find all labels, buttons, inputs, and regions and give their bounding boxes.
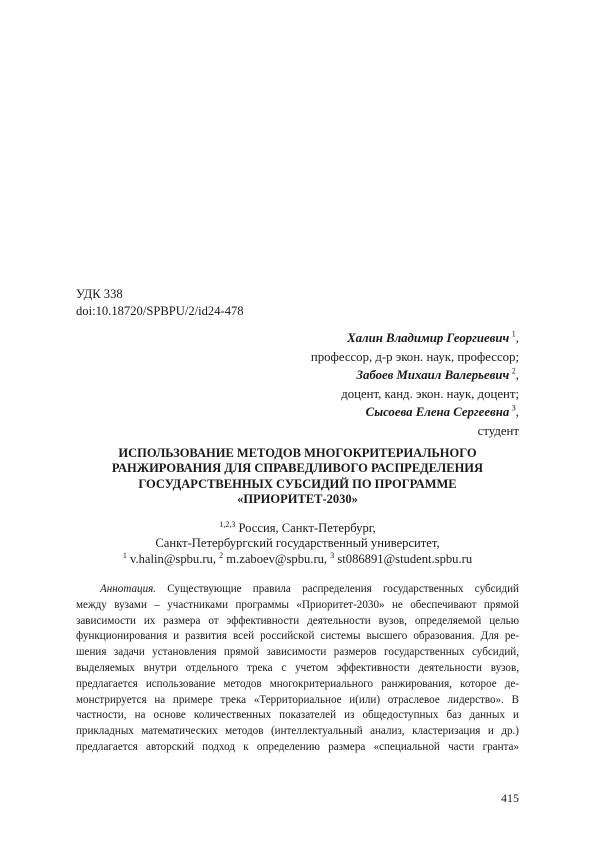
abstract-line: между вузами – участниками программы «Приоритет-2030» не обеспечивают прямой [76,598,519,611]
abstract-line: шения задачи установления прямой зависимости размеров государственных субсидий, [76,646,519,659]
udc-code: УДК 338 [76,287,123,301]
authors-block [311,329,519,441]
article-title [76,446,519,507]
affiliation-location: Россия, Санкт-Петербург, [235,521,376,535]
author-position: доцент, канд. экон. наук, доцент; [341,386,519,401]
abstract-line: предлагается использование методов многокритериального ранжирования, которое де- [76,677,519,690]
title-line: ИСПОЛЬЗОВАНИЕ МЕТОДОВ МНОГОКРИТЕРИАЛЬНОГО [118,446,477,460]
affiliation-location-line [76,521,519,536]
doi-link: doi:10.18720/SPBPU/2/id24-478 [76,303,244,318]
abstract-line: прикладных математических методов (интеллектуальный анализ, кластеризация и др.) [76,725,519,738]
author-suffix: , [515,405,519,420]
author-superscript: 1 [511,329,516,339]
abstract-line [76,582,519,598]
title-line: «ПРИОРИТЕТ-2030» [237,491,358,506]
author-name: Сысоева Елена Сергеевна [365,405,510,420]
abstract-line: функционирования и развития всей российской системы высшего образования. Для ре- [76,630,519,643]
abstract-line: частности, на основе количественных показателей из общедоступных баз данных и [76,709,519,722]
author-suffix: , [515,331,519,345]
author-line [311,366,519,385]
affiliation-superscript: 1,2,3 [219,519,236,529]
abstract-line: предлагается авторский подход к определению размера «специальной части гранта» [76,740,519,753]
title-line: РАНЖИРОВАНИЯ ДЛЯ СПРАВЕДЛИВОГО РАСПРЕДЕЛЕНИЯ [111,461,484,476]
author-name: Забоев Михаил Валерьевич [356,368,510,383]
title-line: ГОСУДАРСТВЕННЫХ СУБСИДИЙ ПО ПРОГРАММЕ [138,476,457,491]
author-superscript: 2 [511,366,516,376]
abstract-line: выделяемых внутри отдельного трека с учетом эффективности деятельности вузов, [76,661,519,674]
email-superscript: 2 [219,550,224,560]
author-position: профессор, д-р экон. наук, профессор; [310,349,519,364]
email-superscript: 1 [122,550,127,560]
abstract-line: монстрируется на примере трека «Территориальное и(или) отраслевое лидерство». В [76,693,519,706]
affiliation-block [76,521,519,567]
abstract-label: Аннотация. [100,583,157,595]
abstract-line: зависимости их размера от эффективности деятельности вузов, определяемой целью [76,614,519,627]
article-meta [76,286,244,319]
author-superscript: 3 [511,404,516,414]
email-superscript: 3 [330,550,335,560]
abstract-paragraph [76,582,519,756]
author-email: v.halin@spbu.ru, [126,551,220,566]
affiliation-university: Санкт-Петербургский государственный университет, [155,536,440,551]
author-name: Халин Владимир Георгиевич [347,331,510,345]
author-email: st086891@student.spbu.ru [334,551,473,566]
author-suffix: , [515,368,519,383]
affiliation-emails [76,552,519,567]
author-email: m.zaboev@spbu.ru, [223,551,331,566]
page-number: 415 [501,791,519,805]
author-line [311,403,519,422]
abstract-text: Существующие правила распределения государственных субсидий [156,583,519,595]
author-line [311,329,519,348]
author-position: студент [477,423,519,438]
